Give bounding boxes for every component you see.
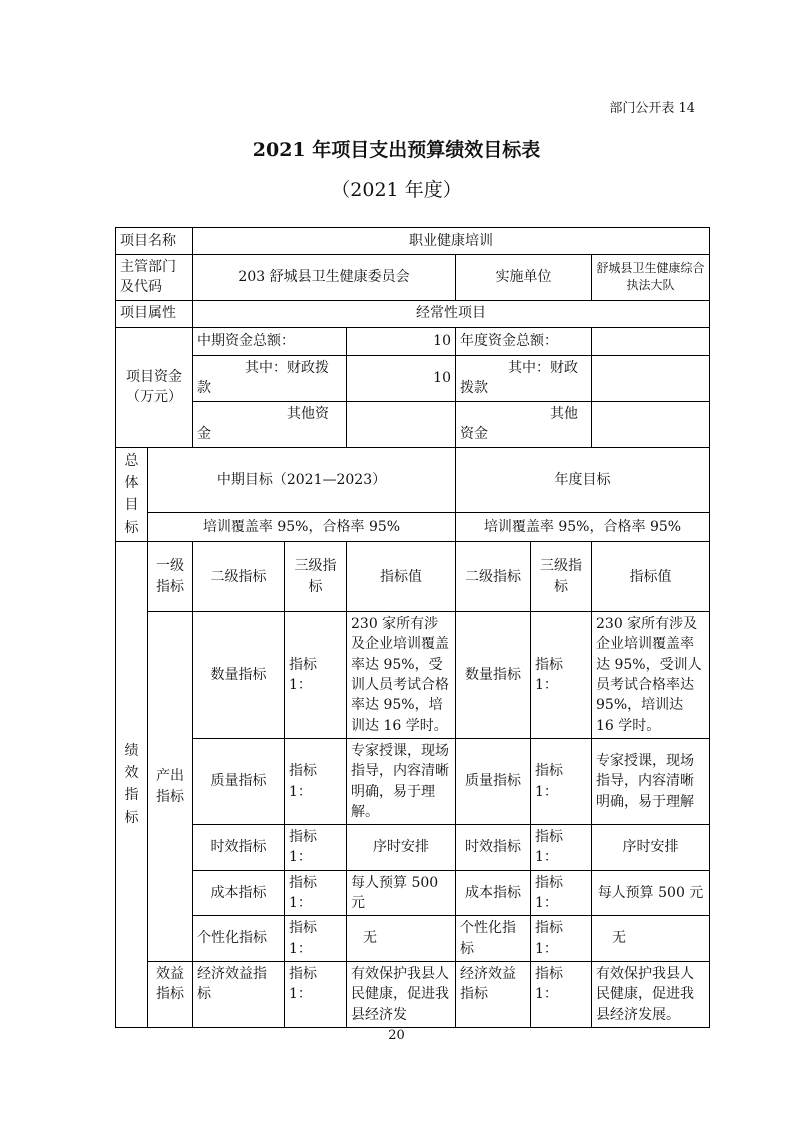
table-cell: 个性化指标 <box>456 916 531 962</box>
mid-fiscal-value: 10 <box>347 355 456 401</box>
table-cell: 230 家所有涉及企业培训覆盖率达 95%，受训人员考试合格率达 95%，培训达 16 学时。 <box>592 612 710 739</box>
funds-label: 项目资金（万元） <box>116 327 193 447</box>
level1-header: 一级指标 <box>148 542 193 612</box>
dept-label: 主管部门及代码 <box>116 255 193 301</box>
table-cell: 指标 1： <box>285 738 347 824</box>
mid-total-label: 中期资金总额： <box>193 327 347 355</box>
table-number: 部门公开表 14 <box>609 101 695 116</box>
table-cell: 指标 1： <box>285 870 347 916</box>
table-row: 成本指标 <box>193 870 285 916</box>
year-total-value <box>592 327 710 355</box>
output-indicator-label: 产出指标 <box>148 612 193 962</box>
table-cell: 指标 1： <box>285 916 347 962</box>
table-cell: 序时安排 <box>347 825 456 871</box>
table-cell: 无 <box>347 916 456 962</box>
table-cell: 专家授课，现场指导，内容清晰明确，易于理解 <box>592 738 710 824</box>
table-row: 数量指标 <box>193 612 285 739</box>
table-row: 个性化指标 <box>193 916 285 962</box>
page-title: 2021 年项目支出预算绩效目标表 <box>252 139 541 161</box>
table-cell: 230 家所有涉及企业培训覆盖率达 95%，受训人员考试合格率达 95%，培训达 16 学时。 <box>347 612 456 739</box>
mid-total-value: 10 <box>347 327 456 355</box>
table-cell: 有效保护我县人民健康，促进我县经济发 <box>347 961 456 1027</box>
table-cell: 无 <box>592 916 710 962</box>
perf-label: 绩效指标 <box>116 542 148 1028</box>
dept-value: 203 舒城县卫生健康委员会 <box>193 255 456 301</box>
mid-other-label: 其他资金 <box>193 401 347 447</box>
table-cell: 质量指标 <box>456 738 531 824</box>
page-subtitle: （2021 年度） <box>331 179 462 201</box>
overall-goal-label: 总体目标 <box>116 447 148 542</box>
table-cell: 指标 1： <box>285 612 347 739</box>
mid-goal-header: 中期目标（2021—2023） <box>148 447 456 513</box>
table-cell: 指标 1： <box>531 916 592 962</box>
level3-header: 三级指标 <box>285 542 347 612</box>
mid-other-value <box>347 401 456 447</box>
table-cell: 指标 1： <box>531 870 592 916</box>
budget-target-table <box>115 227 709 1023</box>
value-header-year: 指标值 <box>592 542 710 612</box>
year-total-label: 年度资金总额： <box>456 327 592 355</box>
table-cell: 序时安排 <box>592 825 710 871</box>
table-cell: 专家授课，现场指导，内容清晰明确，易于理解。 <box>347 738 456 824</box>
project-attr-value: 经常性项目 <box>193 300 710 327</box>
year-goal-header: 年度目标 <box>456 447 710 513</box>
table-row: 经济效益指标 <box>193 961 285 1027</box>
impl-unit-value: 舒城县卫生健康综合执法大队 <box>592 255 710 301</box>
table-cell: 指标 1： <box>531 738 592 824</box>
table-cell: 指标 1： <box>285 961 347 1027</box>
year-fiscal-value <box>592 355 710 401</box>
level3-header-year: 三级指标 <box>531 542 592 612</box>
level2-header-year: 二级指标 <box>456 542 531 612</box>
table-cell: 指标 1： <box>531 961 592 1027</box>
table-cell: 时效指标 <box>456 825 531 871</box>
year-other-value <box>592 401 710 447</box>
value-header: 指标值 <box>347 542 456 612</box>
table-cell: 每人预算 500 元 <box>347 870 456 916</box>
project-name-value: 职业健康培训 <box>193 228 710 255</box>
page-number: 20 <box>388 1028 405 1043</box>
year-fiscal-label: 其中：财政拨款 <box>456 355 592 401</box>
project-name-label: 项目名称 <box>116 228 193 255</box>
table-cell: 指标 1： <box>531 612 592 739</box>
table-cell: 每人预算 500 元 <box>592 870 710 916</box>
project-attr-label: 项目属性 <box>116 300 193 327</box>
table-cell: 有效保护我县人民健康，促进我县经济发展。 <box>592 961 710 1027</box>
table-cell: 经济效益指标 <box>456 961 531 1027</box>
table-cell: 指标 1： <box>285 825 347 871</box>
table-cell: 数量指标 <box>456 612 531 739</box>
level2-header: 二级指标 <box>193 542 285 612</box>
table-cell: 指标 1： <box>531 825 592 871</box>
mid-goal-value: 培训覆盖率 95%，合格率 95% <box>148 513 456 542</box>
mid-fiscal-label: 其中：财政拨款 <box>193 355 347 401</box>
table-row: 时效指标 <box>193 825 285 871</box>
impl-unit-label: 实施单位 <box>456 255 592 301</box>
table-row: 质量指标 <box>193 738 285 824</box>
year-goal-value: 培训覆盖率 95%，合格率 95% <box>456 513 710 542</box>
benefit-indicator-label: 效益指标 <box>148 961 193 1027</box>
table-cell: 成本指标 <box>456 870 531 916</box>
year-other-label: 其他资金 <box>456 401 592 447</box>
